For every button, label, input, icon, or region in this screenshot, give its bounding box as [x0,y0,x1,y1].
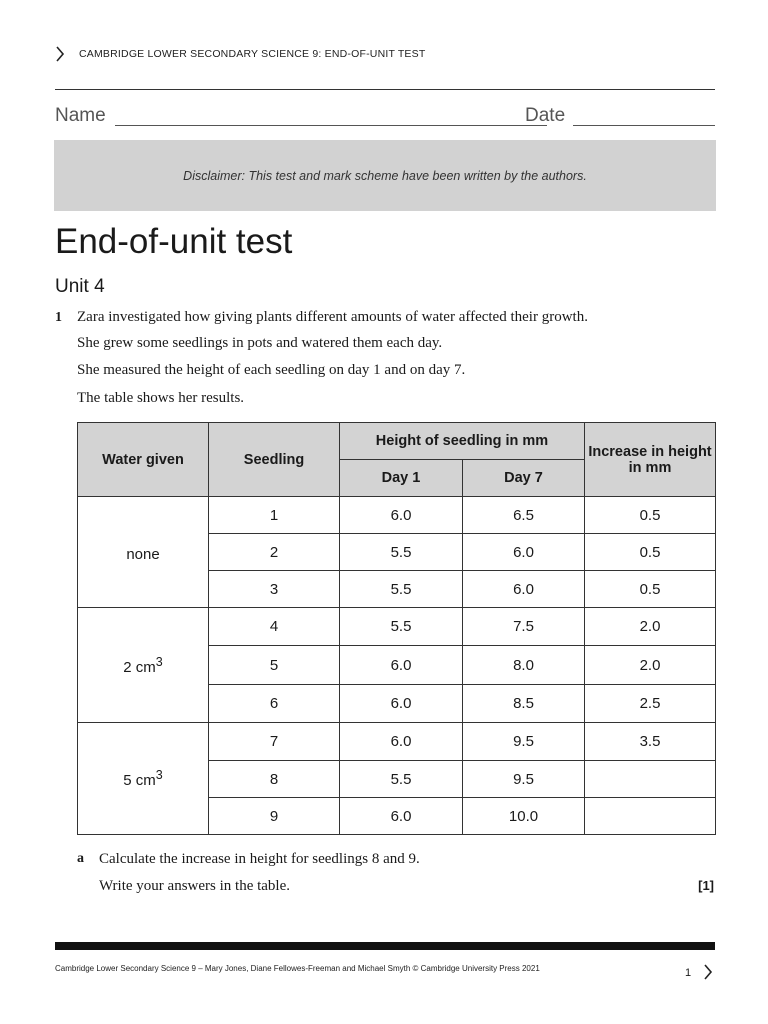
disclaimer-text: Disclaimer: This test and mark scheme have been written by the authors. [183,168,587,183]
name-field[interactable] [115,125,547,126]
chevron-right-icon[interactable] [55,46,65,62]
name-date-row [55,105,715,129]
header-day7: Day 7 [463,460,585,497]
day1-cell: 5.5 [340,761,463,798]
header-day1: Day 1 [340,460,463,497]
question-number: 1 [55,310,62,325]
day7-cell: 9.5 [463,761,585,798]
day7-cell: 6.5 [463,497,585,534]
question-line: Zara investigated how giving plants different amounts of water affected their growth. [77,309,588,325]
seedling-cell: 9 [209,798,340,835]
water-group-cell: 5 $cm^3$ [78,723,209,835]
date-label: Date [525,105,566,126]
page-title: End-of-unit test [55,222,293,261]
increase-cell: 2.0 [585,608,716,646]
part-letter: a [77,851,84,866]
answer-cell[interactable] [585,798,716,835]
header-increase: Increase in height in mm [585,423,716,497]
seedling-cell: 2 [209,534,340,571]
seedling-cell: 7 [209,723,340,761]
water-group-cell: 2 $cm^3$ [78,608,209,723]
day7-cell: 10.0 [463,798,585,835]
header-height: Height of seedling in mm [340,423,585,460]
table-row [78,497,716,534]
part-a-line: Calculate the increase in height for seedlings 8 and 9. [99,851,420,867]
question-line: She measured the height of each seedling on day 1 and on day 7. [77,362,466,378]
day1-cell: 6.0 [340,798,463,835]
increase-cell: 0.5 [585,497,716,534]
date-field[interactable] [573,125,715,126]
header-water-given: Water given [78,423,209,497]
day1-cell: 5.5 [340,534,463,571]
day1-cell: 5.5 [340,571,463,608]
increase-cell: 2.5 [585,685,716,723]
footer-rule [55,942,715,950]
disclaimer-box [54,140,716,211]
unit-heading: Unit 4 [55,276,105,297]
table-row [78,608,716,646]
increase-cell: 0.5 [585,571,716,608]
header-title: CAMBRIDGE LOWER SECONDARY SCIENCE 9: END-OF-UNIT TEST [79,48,426,60]
header-seedling: Seedling [209,423,340,497]
seedling-cell: 8 [209,761,340,798]
day1-cell: 6.0 [340,497,463,534]
seedling-cell: 6 [209,685,340,723]
part-a-line: Write your answers in the table. [99,878,291,894]
day7-cell: 6.0 [463,571,585,608]
day1-cell: 6.0 [340,646,463,685]
answer-cell[interactable] [585,761,716,798]
seedling-cell: 3 [209,571,340,608]
day7-cell: 8.5 [463,685,585,723]
results-table [77,422,716,835]
table-row [78,723,716,761]
increase-cell: 0.5 [585,534,716,571]
water-group-cell: none [78,497,209,608]
day7-cell: 9.5 [463,723,585,761]
running-header [55,46,425,62]
increase-cell: 2.0 [585,646,716,685]
seedling-cell: 5 [209,646,340,685]
day1-cell: 5.5 [340,608,463,646]
day7-cell: 6.0 [463,534,585,571]
question-line: The table shows her results. [77,390,245,406]
header-rule [55,89,715,90]
name-label: Name [55,105,106,126]
day7-cell: 8.0 [463,646,585,685]
marks-badge: [1] [698,878,714,893]
increase-cell: 3.5 [585,723,716,761]
seedling-cell: 1 [209,497,340,534]
page-number: 1 [685,967,692,979]
question-line: She grew some seedlings in pots and watered them each day. [77,335,443,351]
seedling-cell: 4 [209,608,340,646]
footer-credit: Cambridge Lower Secondary Science 9 – Mary Jones, Diane Fellowes-Freeman and Michael Smyth © Cambridge University Press 2021 [55,964,540,973]
chevron-right-icon[interactable] [703,964,713,980]
day7-cell: 7.5 [463,608,585,646]
day1-cell: 6.0 [340,685,463,723]
day1-cell: 6.0 [340,723,463,761]
